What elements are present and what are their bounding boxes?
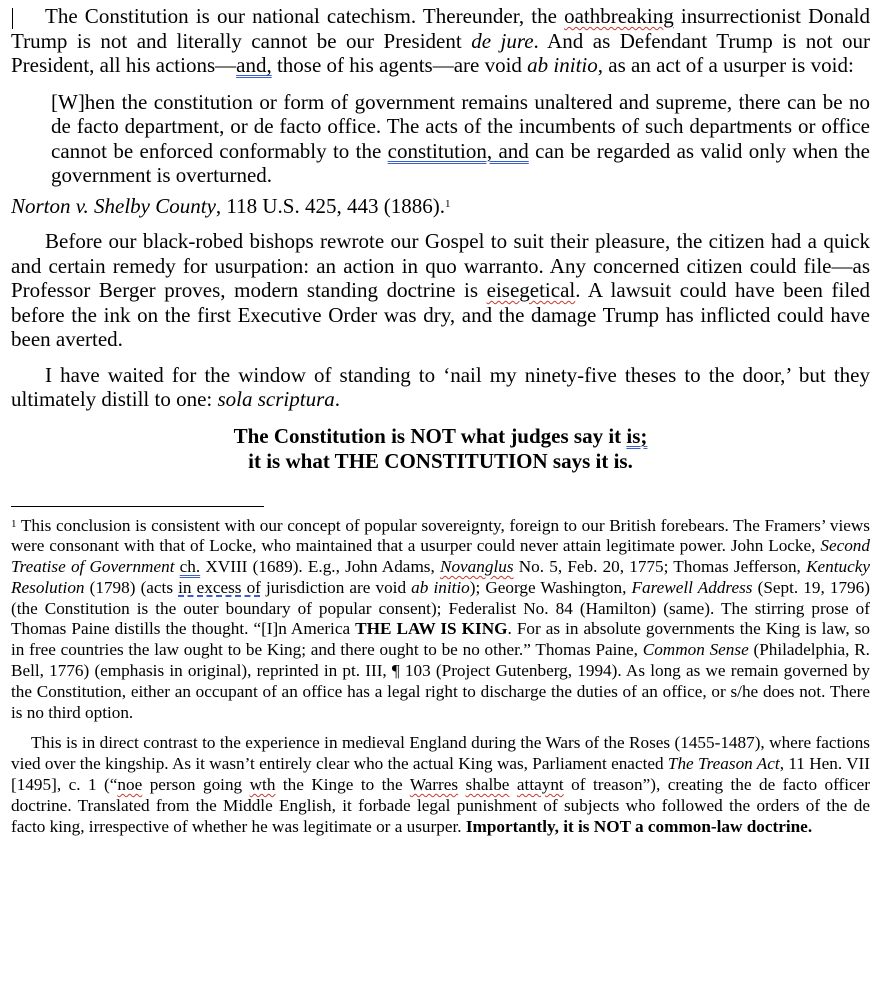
- grammar-flag[interactable]: constitution, and: [387, 138, 529, 163]
- grammar-flag[interactable]: and,: [236, 53, 272, 77]
- footnote-number: 1: [11, 517, 17, 530]
- grammar-flag[interactable]: in excess of: [178, 577, 261, 597]
- spelling-flag[interactable]: attaynt: [516, 775, 564, 795]
- block-quote: [W]hen the constitution or form of government remains unaltered and supreme, there can be no de facto department, or de facto office. The acts of the incumbents of such departments or office cannot be enforced conformably to the constitution, and can be regarded as valid only when the government is overturned.: [51, 89, 870, 187]
- grammar-flag[interactable]: ch.: [179, 557, 201, 577]
- text-cursor: [12, 8, 13, 29]
- footnote-reference[interactable]: 1: [444, 197, 451, 210]
- spelling-flag[interactable]: shalbe: [465, 775, 510, 795]
- grammar-flag[interactable]: is;: [626, 423, 648, 448]
- footnote-1[interactable]: [11, 516, 870, 838]
- paragraph-catechism: The Constitution is our national catechism. Thereunder, the oathbreaking insurrectionist Donald Trump is not and literally cannot be our President de jure. And as Defendant Trump is not our President, all his actions—and, those of his agents—are void ab initio, as an act of a usurper is void:: [11, 4, 871, 77]
- spelling-flag[interactable]: oathbreaking: [564, 4, 674, 28]
- spelling-flag[interactable]: Warres: [409, 775, 459, 795]
- footnote-paragraph: This is in direct contrast to the experience in medieval England during the Wars of the Roses (1455-1487), where factions vied over the kingship. As it wasn’t entirely clear who the actual King was, Parliament enacted The Treason Act, 11 Hen. VII [1495], c. 1 (“noe person going wth the Kinge to the Warres shalbe attaynt of treason”), creating the de facto officer doctrine. Translated from the Middle English, it forbade legal punishment of subjects who followed the orders of the de facto king, irrespective of whether he was legitimate or a usurper. Importantly, it is NOT a common-law doctrine.: [11, 733, 871, 836]
- paragraph-quo-warranto: Before our black-robed bishops rewrote our Gospel to suit their pleasure, the citizen had a quick and certain remedy for usurpation: an action in quo warranto. Any concerned citizen could file—as Professor Berger proves, modern standing doctrine is eisegetical. A lawsuit could have been filed before the ink on the first Executive Order was dry, and the damage Trump has inflicted could have been averted.: [11, 229, 871, 351]
- case-citation: Norton v. Shelby County, 118 U.S. 425, 443 (1886).$^1$: [11, 193, 451, 218]
- document-body[interactable]: [11, 4, 870, 474]
- closing-statement: The Constitution is NOT what judges say it is; it is what THE CONSTITUTION says it is.: [233, 423, 648, 473]
- spelling-flag[interactable]: wth: [249, 775, 276, 795]
- paragraph-sola-scriptura: I have waited for the window of standing to ‘nail my ninety-five theses to the door,’ but they ultimately distill to one: sola scriptura.: [11, 362, 870, 411]
- spelling-flag[interactable]: noe: [117, 775, 143, 795]
- spelling-flag[interactable]: Novanglus: [440, 557, 514, 577]
- footnote-separator: [11, 506, 264, 507]
- spelling-flag[interactable]: eisegetical: [486, 278, 576, 302]
- footnote-paragraph: $^1$ This conclusion is consistent with our concept of popular sovereignty, foreign to our British forebears. The Framers’ views were consonant with that of Locke, who maintained that a usurper could never attain legitimate power. John Locke, Second Treatise of Government ch. XVIII (1689). E.g., John Adams, Novanglus No. 5, Feb. 20, 1775; Thomas Jefferson, Kentucky Resolution (1798) (acts in excess of jurisdiction are void ab initio); George Washington, Farewell Address (Sept. 19, 1796) (the Constitution is the outer boundary of popular consent); Federalist No. 84 (Hamilton) (same). The stirring prose of Thomas Paine distills the thought. “[I]n America THE LAW IS KING. For as in absolute governments the King is law, so in free countries the law ought to be King; and there ought to be no other.” Thomas Paine, Common Sense (Philadelphia, R. Bell, 1776) (emphasis in original), reprinted in pt. III, ¶ 103 (Project Gutenberg, 1994). As long as we remain governed by the Constitution, either an occupant of an office has a legal right to discharge the duties of an office, or s/he does not. There is no third option.: [11, 515, 871, 722]
